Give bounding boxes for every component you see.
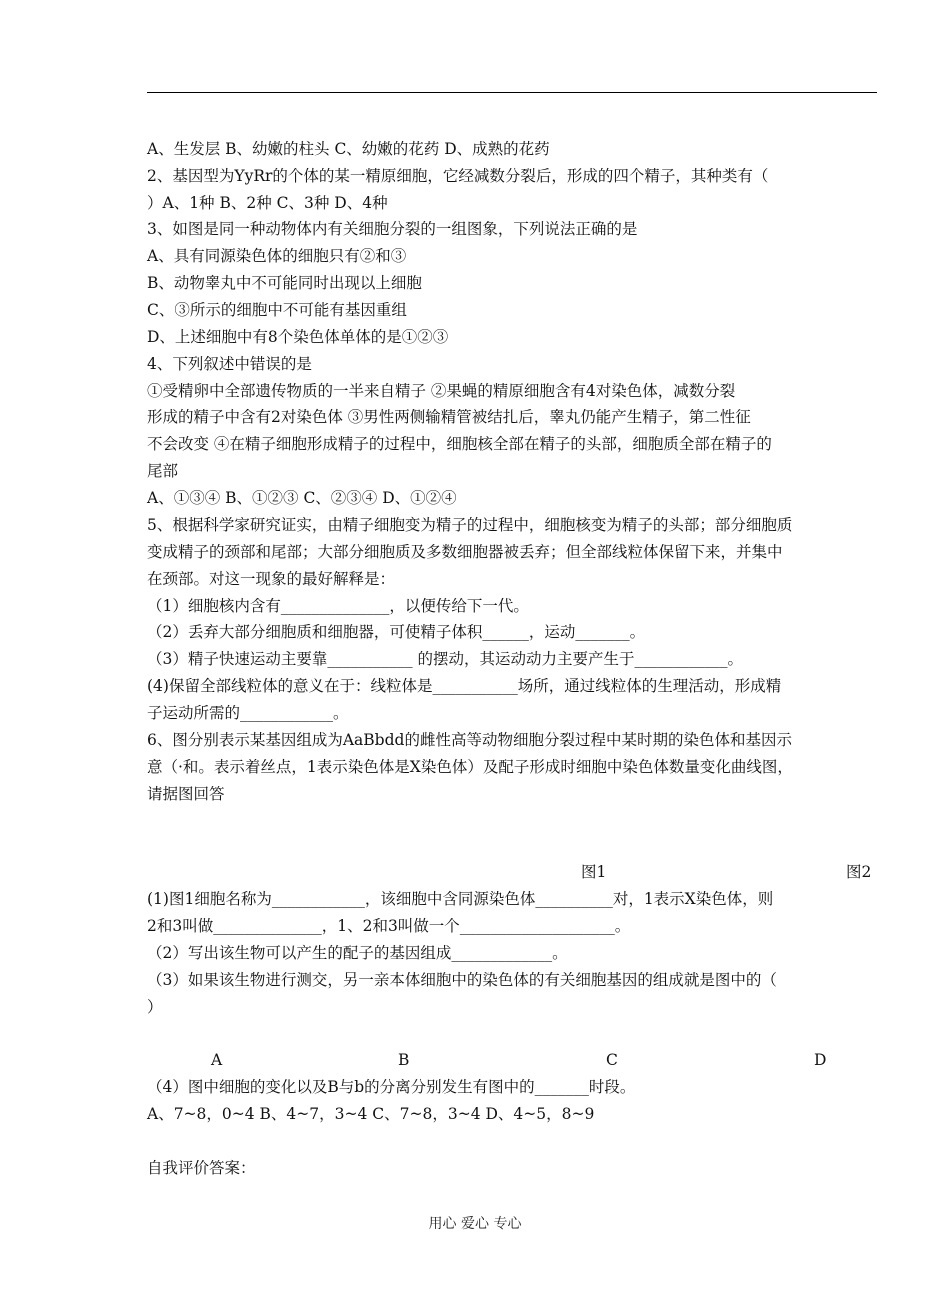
q4-options: A、①③④ B、①②③ C、②③④ D、①②④ xyxy=(147,489,457,507)
q5-subquestion-3: （3）精子快速运动主要靠___________ 的摆动，其运动动力主要产生于____________。 xyxy=(147,650,744,668)
q1-options: A、生发层 B、幼嫩的柱头 C、幼嫩的花药 D、成熟的花药 xyxy=(147,140,550,158)
q6-subquestion-1: 2和3叫做______________，1、2和3叫做一个____________________。 xyxy=(147,917,631,935)
q6-stem: 6、图分别表示某基因组成为AaBbdd的雌性高等动物细胞分裂过程中某时期的染色体和基因示 xyxy=(147,731,792,749)
q5-subquestion-4: 子运动所需的____________。 xyxy=(147,704,349,722)
q6-stem: 请据图回答 xyxy=(147,785,225,803)
q5-stem: 5、根据科学家研究证实，由精子细胞变为精子的过程中，细胞核变为精子的头部；部分细胞质 xyxy=(147,516,793,534)
figure-1-label: 图1 xyxy=(581,863,607,881)
q3-option-a: A、具有同源染色体的细胞只有②和③ xyxy=(147,247,407,265)
q6-stem: 意（·和。表示着丝点，1表示染色体是X染色体）及配子形成时细胞中染色体数量变化曲线图， xyxy=(147,758,793,776)
page-footer: 用心 爱心 专心 xyxy=(428,1216,522,1232)
q3-option-b: B、动物睾丸中不可能同时出现以上细胞 xyxy=(147,274,422,292)
q4-statement-line: 不会改变 ④在精子细胞形成精子的过程中，细胞核全部在精子的头部，细胞质全部在精子的 xyxy=(147,435,772,453)
q3-stem: 3、如图是同一种动物体内有关细胞分裂的一组图象，下列说法正确的是 xyxy=(147,220,638,238)
q6-subquestion-3: （3）如果该生物进行测交，另一亲本体细胞中的染色体的有关细胞基因的组成就是图中的（ xyxy=(147,971,777,989)
figure-option-a: A xyxy=(211,1051,223,1069)
header-rule xyxy=(147,92,877,93)
q2-options: ）A、1种 B、2种 C、3种 D、4种 xyxy=(147,194,388,212)
figure-option-d: D xyxy=(814,1051,827,1069)
q4-statement-line: 形成的精子中含有2对染色体 ③男性两侧输精管被结扎后，睾丸仍能产生精子，第二性征 xyxy=(147,408,751,426)
q4-stem: 4、下列叙述中错误的是 xyxy=(147,355,312,373)
q6-subquestion-2: （2）写出该生物可以产生的配子的基因组成_____________。 xyxy=(147,944,568,962)
q3-option-d: D、上述细胞中有8个染色体单体的是①②③ xyxy=(147,328,449,346)
figure-2-label: 图2 xyxy=(846,863,872,881)
q5-subquestion-2: （2）丢弃大部分细胞质和细胞器，可使精子体积______，运动_______。 xyxy=(147,623,646,641)
q3-option-c: C、③所示的细胞中不可能有基因重组 xyxy=(147,301,407,319)
q5-subquestion-1: （1）细胞核内含有______________，以便传给下一代。 xyxy=(147,597,529,615)
self-evaluation-answers: 自我评价答案： xyxy=(147,1159,256,1177)
q6-subquestion-4-options: A、7~8，0~4 B、4~7，3~4 C、7~8，3~4 D、4~5，8~9 xyxy=(147,1105,595,1123)
q5-stem: 变成精子的颈部和尾部；大部分细胞质及多数细胞器被丢弃；但全部线粒体保留下来，并集中 xyxy=(147,543,783,561)
q4-statement-line: 尾部 xyxy=(147,462,179,480)
q5-stem: 在颈部。对这一现象的最好解释是： xyxy=(147,570,396,588)
q4-statement-line: ①受精卵中全部遗传物质的一半来自精子 ②果蝇的精原细胞含有4对染色体，减数分裂 xyxy=(147,382,736,400)
q6-subquestion-1: (1)图1细胞名称为____________，该细胞中含同源染色体__________对，1表示X染色体，则 xyxy=(147,890,774,908)
q2-stem: 2、基因型为YyRr的个体的某一精原细胞，它经减数分裂后，形成的四个精子，其种类有（ xyxy=(147,167,769,185)
q6-subquestion-4: （4）图中细胞的变化以及B与b的分离分别发生有图中的_______时段。 xyxy=(147,1078,636,1096)
figure-option-b: B xyxy=(398,1051,410,1069)
figure-option-c: C xyxy=(606,1051,618,1069)
q5-subquestion-4: (4)保留全部线粒体的意义在于：线粒体是___________场所，通过线粒体的生理活动，形成精 xyxy=(147,677,782,695)
q6-subquestion-3: ） xyxy=(147,998,163,1016)
